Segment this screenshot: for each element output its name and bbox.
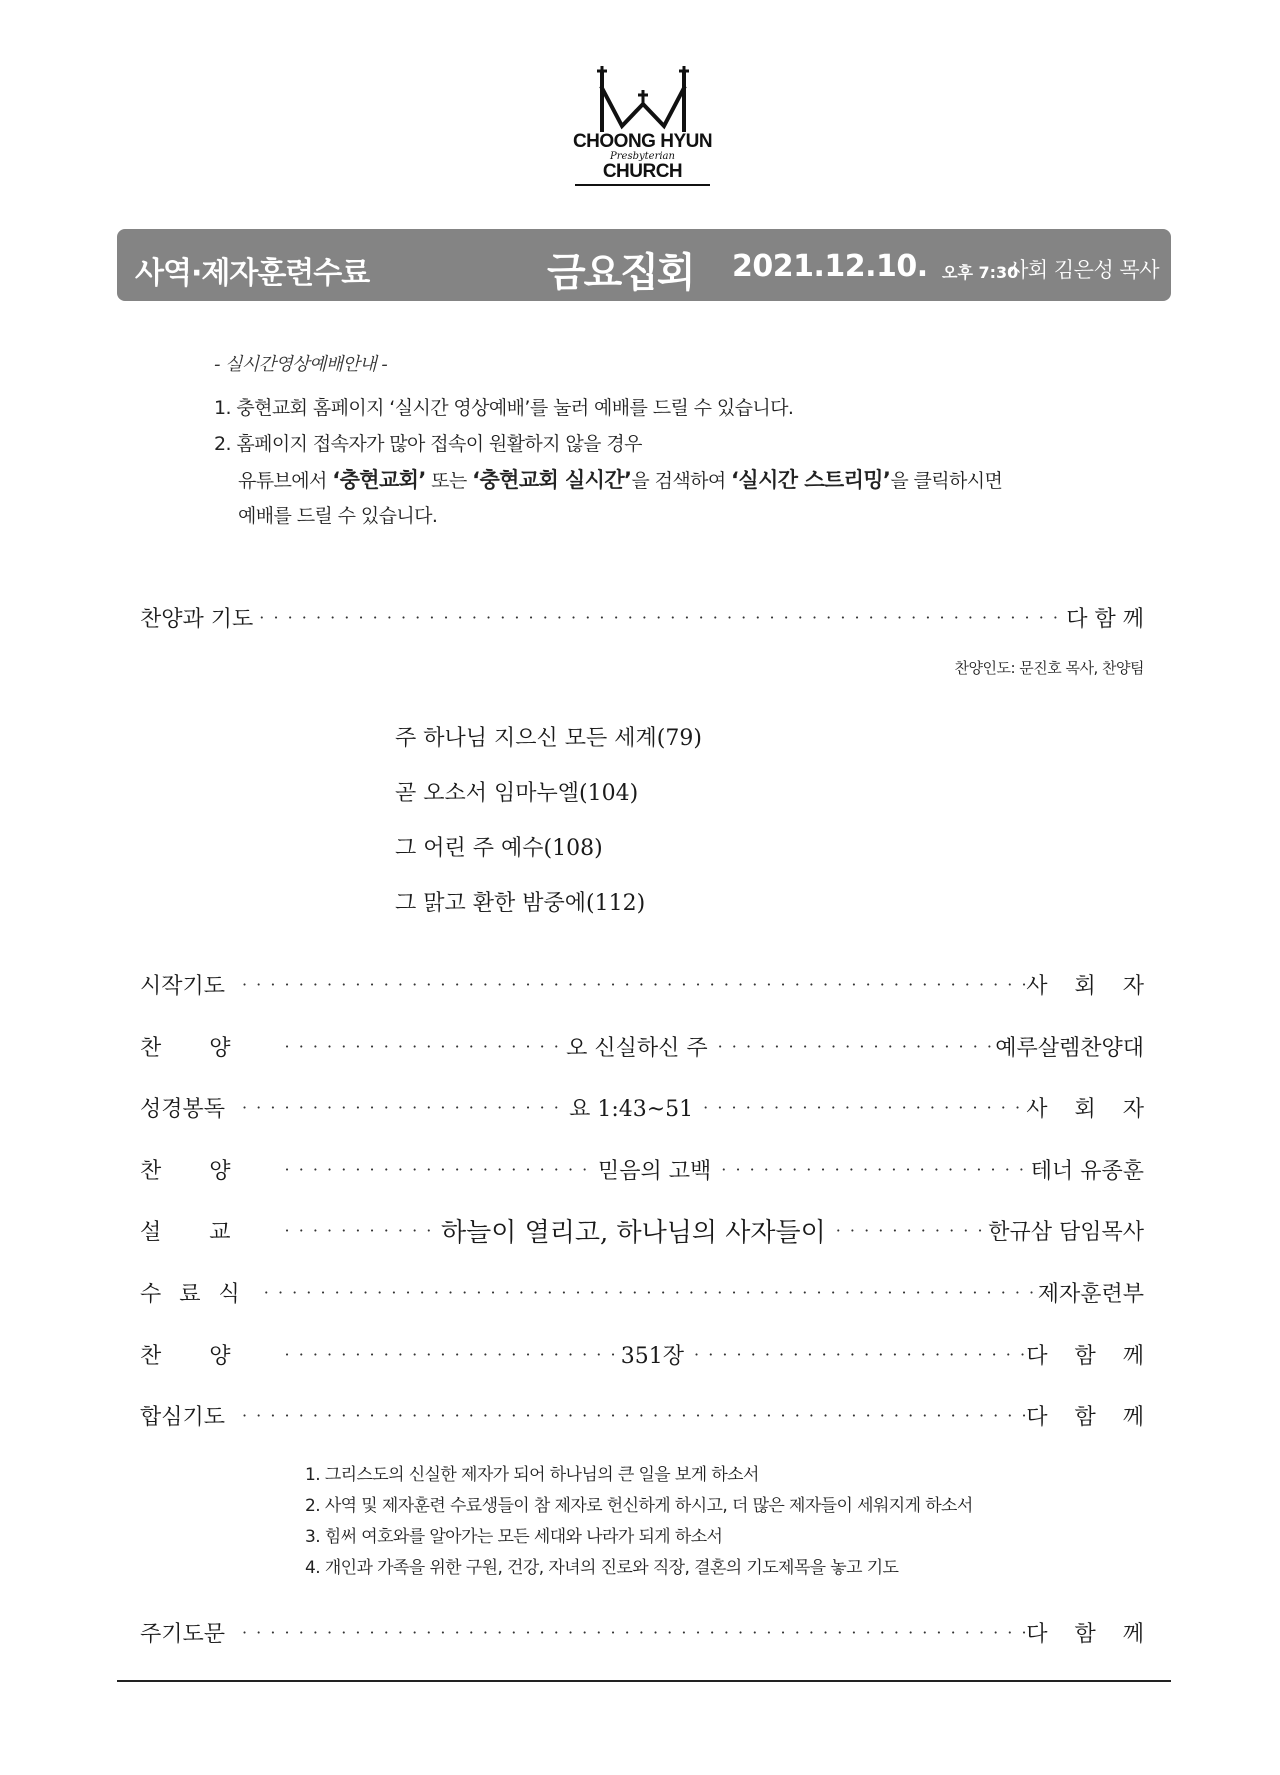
hymn-item: 곧 오소서 임마누엘(104) xyxy=(395,781,639,806)
order-performer: 테너 유종훈 xyxy=(1030,1158,1145,1184)
order-performer: 사 회 자 xyxy=(1026,973,1154,999)
order-row-anthem-1 xyxy=(140,1029,1144,1063)
order-label: 합심기도 xyxy=(140,1404,226,1430)
logo-text-line3: CHURCH xyxy=(602,161,683,182)
leader-dots xyxy=(236,1098,565,1117)
prayer-topic: 3. 힘써 여호와를 알아가는 모든 세대와 나라가 되게 하소서 xyxy=(305,1527,723,1547)
leader-dots xyxy=(830,1221,989,1240)
prayer-topic: 4. 개인과 가족을 위한 구원, 건강, 자녀의 진로와 직장, 결혼의 기도제목을 놓고 기도 xyxy=(305,1558,899,1578)
order-label: 찬양 xyxy=(140,1158,279,1184)
order-row-lords-prayer xyxy=(140,1615,1154,1649)
church-logo xyxy=(570,66,715,196)
prayer-topic: 2. 사역 및 제자훈련 수료생들이 참 제자로 헌신하게 하시고, 더 많은 제자들이 세워지게 하소서 xyxy=(305,1496,973,1516)
order-label: 설교 xyxy=(140,1219,279,1245)
order-label: 찬양과 기도 xyxy=(140,606,254,632)
logo-text-line1: CHOONG HYUN xyxy=(572,131,713,152)
order-performer: 한규삼 담임목사 xyxy=(988,1219,1144,1245)
order-performer: 다 함 께 xyxy=(1026,1343,1155,1369)
leader-dots xyxy=(258,1283,1038,1302)
order-performer: 제자훈련부 xyxy=(1037,1281,1144,1307)
order-performer: 사 회 자 xyxy=(1026,1096,1155,1122)
logo-underline xyxy=(575,184,710,186)
order-performer: 다 함 께 xyxy=(1026,1404,1154,1430)
header-title: 금요집회 xyxy=(547,250,694,296)
prayer-topic: 1. 그리스도의 신실한 제자가 되어 하나님의 큰 일을 보게 하소서 xyxy=(305,1465,759,1485)
order-label: 주기도문 xyxy=(140,1621,226,1647)
church-towers-icon xyxy=(588,66,698,132)
order-title: 믿음의 고백 xyxy=(598,1158,712,1184)
order-label: 찬양 xyxy=(140,1343,279,1369)
header-date: 2021.12.10. xyxy=(732,249,928,284)
bottom-divider xyxy=(117,1680,1171,1682)
leader-dots xyxy=(279,1160,594,1179)
leader-dots xyxy=(715,1160,1030,1179)
notice-title: - 실시간영상예배안내 - xyxy=(214,354,388,375)
leader-dots xyxy=(236,1623,1026,1642)
notice-line-1: 1. 충현교회 홈페이지 ‘실시간 영상예배’를 눌러 예배를 드릴 수 있습니다. xyxy=(214,397,794,419)
leader-dots xyxy=(688,1345,1026,1364)
leader-dots xyxy=(712,1037,996,1056)
order-row-sermon xyxy=(140,1213,1144,1247)
praise-leader-note: 찬양인도: 문진호 목사, 찬양팀 xyxy=(954,659,1144,677)
order-title: 351장 xyxy=(620,1343,685,1369)
leader-dots xyxy=(279,1345,617,1364)
order-label: 시작기도 xyxy=(140,973,226,999)
order-row-unison-prayer xyxy=(140,1398,1154,1432)
notice-keyword: ‘실시간 스트리밍’ xyxy=(731,468,891,492)
prayer-topics xyxy=(305,1460,973,1584)
praise-hymn-list xyxy=(395,722,702,942)
order-row-hymn xyxy=(140,1337,1155,1371)
leader-dots xyxy=(253,608,1066,627)
order-label: 찬양 xyxy=(140,1035,279,1061)
header-time: 오후 7:30 xyxy=(942,263,1019,282)
header-leader: 사회 김은성 목사 xyxy=(1008,258,1159,282)
order-label: 수료식 xyxy=(140,1281,258,1307)
leader-dots xyxy=(236,1406,1026,1425)
order-performer: 예루살렘찬양대 xyxy=(995,1035,1144,1061)
order-title: 오 신실하신 주 xyxy=(566,1035,708,1061)
order-row-scripture xyxy=(140,1090,1155,1124)
hymn-item: 주 하나님 지으신 모든 세계(79) xyxy=(395,726,702,751)
order-performer: 다 함 께 xyxy=(1066,606,1144,632)
header-subtitle: 사역·제자훈련수료 xyxy=(135,256,370,291)
order-label: 성경봉독 xyxy=(140,1096,226,1122)
hymn-item: 그 어린 주 예수(108) xyxy=(395,836,603,861)
order-title: 요 1:43~51 xyxy=(569,1096,694,1122)
order-row-anthem-2 xyxy=(140,1152,1144,1186)
notice-text: 을 검색하여 xyxy=(631,470,732,492)
notice-text: 유튜브에서 xyxy=(238,470,333,492)
notice-line-2: 2. 홈페이지 접속자가 많아 접속이 원활하지 않을 경우 xyxy=(214,433,642,455)
notice-line-3 xyxy=(214,462,1114,498)
leader-dots xyxy=(236,975,1026,994)
notice-text: 또는 xyxy=(425,470,473,492)
notice-line-4: 예배를 드릴 수 있습니다. xyxy=(238,505,438,527)
sermon-title: 하늘이 열리고, 하나님의 사자들이 xyxy=(441,1217,826,1248)
notice-text: 을 클릭하시면 xyxy=(890,470,1003,492)
live-stream-notice xyxy=(214,350,1114,534)
notice-keyword: ‘충현교회 실시간’ xyxy=(472,468,632,492)
order-row-opening-prayer xyxy=(140,967,1154,1001)
header-bar xyxy=(117,229,1171,301)
leader-dots xyxy=(279,1037,563,1056)
order-row-completion xyxy=(140,1275,1144,1309)
order-row-praise-prayer xyxy=(140,600,1144,634)
notice-keyword: ‘충현교회’ xyxy=(332,468,426,492)
order-performer: 다 함 께 xyxy=(1026,1621,1154,1647)
leader-dots xyxy=(279,1221,438,1240)
leader-dots xyxy=(697,1098,1026,1117)
logo-text-line2: Presbyterian xyxy=(610,151,675,162)
hymn-item: 그 맑고 환한 밤중에(112) xyxy=(395,891,646,916)
